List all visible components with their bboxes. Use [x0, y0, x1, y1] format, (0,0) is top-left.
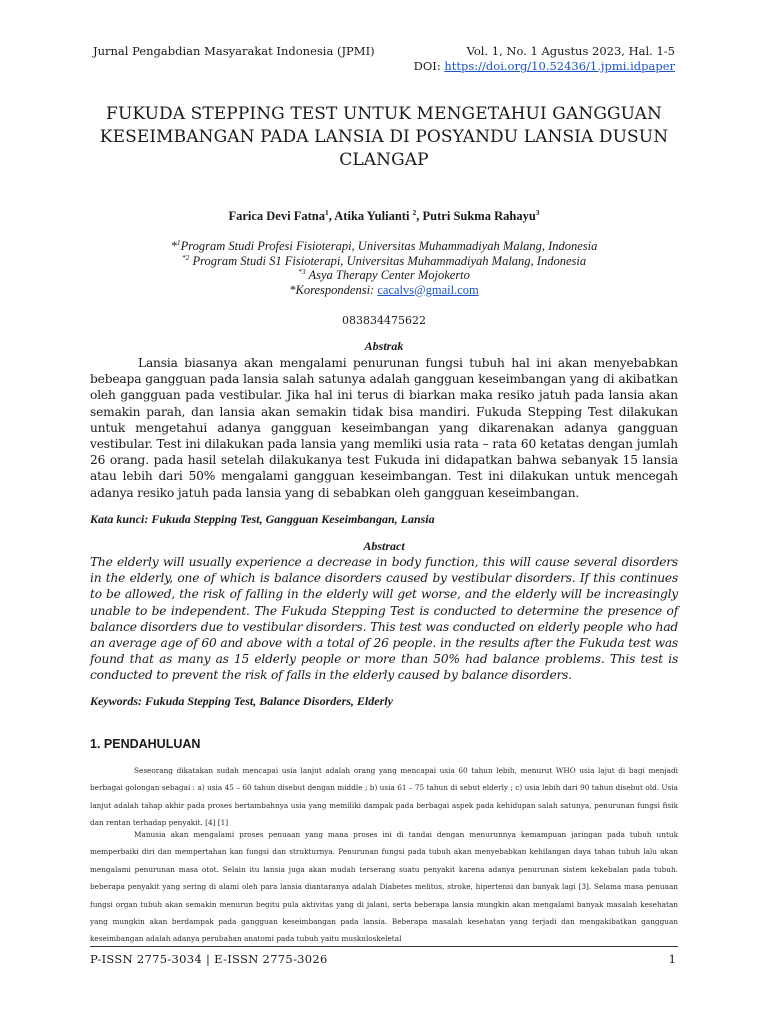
affiliation-2: $^{*2}$ Program Studi S1 Fisioterapi, Universitas Muhammadiyah Malang, Indonesia	[181, 252, 587, 268]
footer-divider	[90, 946, 678, 947]
correspondence-email-link[interactable]: cacalvs@gmail.com	[377, 282, 479, 297]
affiliation-1: *$^1$Program Studi Profesi Fisioterapi, Universitas Muhammadiyah Malang, Indonesia	[170, 237, 598, 253]
keywords: Keywords: Fukuda Stepping Test, Balance Disorders, Elderly	[90, 694, 393, 708]
author-2: Atika Yulianti $^2$,	[334, 207, 423, 223]
paper-title: FUKUDA STEPPING TEST UNTUK MENGETAHUI GANGGUAN KESEIMBANGAN PADA LANSIA DI POSYANDU LANSIA DUSUN CLANGAP	[99, 104, 669, 170]
author-3: Putri Sukma Rahayu$^3$	[422, 207, 540, 223]
author-1: Farica Devi Fatna$^1$,	[228, 207, 335, 223]
body-paragraph-1: Seseorang dikatakan sudah mencapai usia lanjut adalah orang yang mencapai usia 60 tahun lebih, menurut WHO usia lajut di bagi menjadi berbagai golongan sebagai : a) usia 45 – 60 tahun disebut dengan middle ; b) usia 61 – 75 tahun di sebut elderly ; c) usia lebih dari 90 tahun disebut old. Usia lanjut adalah tahap akhir pada proses bertambahnya usia yang memiliki dampak pada berbagai aspek pada kehidupan salah satunya, penurunan fungsi fisik dan rentan terhadap penyakit. [4] [1]	[90, 766, 678, 828]
issue-line: Vol. 1, No. 1 Agustus 2023, Hal. 1-5	[466, 44, 675, 58]
correspondence: *Korespondensi: cacalvs@gmail.com	[289, 282, 479, 297]
abstrak-text: Lansia biasanya akan mengalami penurunan fungsi tubuh hal ini akan menyebabkan bebeapa gangguan pada lansia salah satunya adalah gangguan keseimbangan yang di akibatkan oleh gangguan pada vestibular. Jika hal ini terus di biarkan maka resiko jatuh pada lansia akan semakin parah, dan lansia akan semakin tidak bisa mandiri. Fukuda Stepping Test dilakukan untuk mengetahui adanya gangguan keseimbangan yang dikarenakan adanya gangguan vestibular. Test ini dilakukan pada lansia yang memliki usia rata – rata 60 ketatas dengan jumlah 26 orang. pada hasil setelah dilakukanya test Fukuda ini didapatkan bahwa sebanyak 15 lansia atau lebih dari 50% mengalami gangguan keseimbangan. Test ini dilakukan untuk mencegah adanya resiko jatuh pada lansia yang di sebabkan oleh gangguan keseimbangan.	[90, 356, 678, 500]
affiliation-3: $^{*3}$ Asya Therapy Center Mojokerto	[298, 266, 470, 282]
journal-name: Jurnal Pengabdian Masyarakat Indonesia (JPMI)	[93, 44, 375, 58]
abstrak-heading: Abstrak	[364, 339, 404, 353]
abstract-text: The elderly will usually experience a decrease in body function, this will cause several disorders in the elderly, one of which is balance disorders caused by vestibular disorders. If this continues to be allowed, the risk of falling in the elderly will get worse, and the elderly will be increasingly unable to be independent. The Fukuda Stepping Test is conducted to determine the presence of balance disorders due to vestibular disorders. This test was conducted on elderly people who had an average age of 60 and above with a total of 26 people. in the results after the Fukuda test was found that as many as 15 elderly people or more than 50% had balance problems. This test is conducted to prevent the risk of falls in the elderly caused by balance disorders.	[90, 555, 678, 683]
issue-info	[414, 44, 675, 74]
page-number: 1	[668, 952, 676, 966]
doi-line	[414, 59, 675, 74]
doi-label: DOI:	[413, 59, 445, 73]
body-paragraph-2: Manusia akan mengalami proses penuaan yang mana proses ini di tandai dengan menurunnya kemampuan jaringan pada tubuh untuk memperbaiki diri dan mempertahan kan fungsi dan strukturnya. Penurunan fungsi pada tubuh akan menyebabkan kehilangan daya tahan tubuh lalu akan mengalami penurunan masa otot. Selain itu lansia juga akan mudah terserang suatu penyakit karena adanya penurunan sistem kekebalan pada tubuh. beberapa penyakit yang sering di alami oleh para lansia diantaranya adalah Diabetes melitus, stroke, hipertensi dan banyak lagi [3]. Selama masa penuaan fungsi organ tubuh akan semakin menurun begitu pula aktivitas yang di jalani, serta beberapa lansia mungkin akan mengalami banyak masalah kesehatan yang mungkin akan berdampak pada gangguan keseimbangan pada lansia. Beberapa masalah kesehatan yang terjadi dan mengakibatkan gangguan keseimbangan adalah adanya perubahan anatomi pada tubuh yaitu muskuloskeletal	[90, 830, 678, 944]
affiliations	[90, 239, 678, 297]
doi-link[interactable]: https://doi.org/10.52436/1.jpmi.idpaper	[444, 59, 675, 73]
abstract-heading: Abstract	[363, 539, 405, 553]
kata-kunci: Kata kunci: Fukuda Stepping Test, Gangguan Keseimbangan, Lansia	[90, 512, 435, 526]
author-list	[90, 209, 678, 224]
phone-number: 083834475622	[342, 314, 426, 327]
section-heading-pendahuluan: 1. PENDAHULUAN	[90, 737, 201, 751]
footer-issn: P-ISSN 2775-3034 | E-ISSN 2775-3026	[90, 952, 328, 966]
